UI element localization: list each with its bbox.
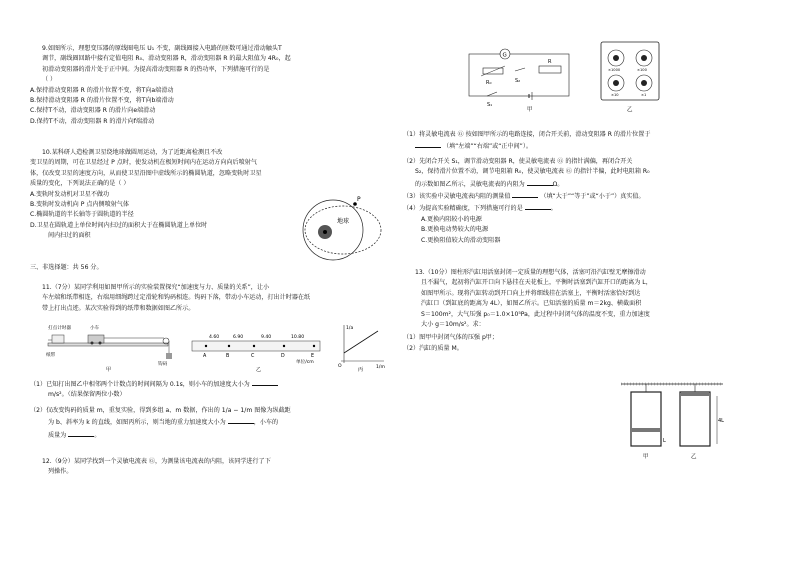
q12-blank-1[interactable] <box>415 140 441 148</box>
q10-option-a: A.变轨时发动机对卫星不做功 <box>30 190 110 198</box>
q12-option-c: C.更换阻值较大的滑动变阻器 <box>421 236 501 244</box>
section-3-heading: 三、非选择题：共 56 分。 <box>30 264 103 271</box>
fig-jia-label: 甲 <box>527 107 533 112</box>
q11-stem-line1: 11.（7分）某同学利用如图甲所示的实验装置探究“加速度与力、质量的关系”，让小 <box>42 284 270 291</box>
dial-label-1: ×1 <box>641 93 647 97</box>
q9-stem-line3: 初滑动变阻器的滑片处于正中间。为提高滑动变阻器 R 的热功率，下列措施可行的是 <box>42 65 270 73</box>
dial-label-10: ×10 <box>611 93 619 97</box>
tape-point-b: B <box>226 354 230 359</box>
q9-stem-line1: 9.如图所示，理想变压器的原线圈电压 U₁ 不变，副线圈接入电路的匝数可通过滑动触头T <box>42 45 282 52</box>
q12-stem-line2: 列操作。 <box>48 468 73 476</box>
q11-figures <box>46 323 386 373</box>
q13-stem-line2: 且不漏气，起初将汽缸开口向下悬挂在天花板上，平衡时活塞到汽缸开口的距离为 L， <box>421 279 652 287</box>
hook-weight-icon <box>166 353 172 359</box>
q9-option-d: D.保持T不动，滑动变阻器 R 的滑片向f端滑动 <box>30 117 155 125</box>
r0-label: R₀ <box>486 80 492 86</box>
q10-stem-line2: 变卫星的周期，可在卫星经过 P 点时，使发动机在极短时间内在运动方向向后喷射气 <box>30 159 257 167</box>
fig-yi-label: 乙 <box>627 107 633 113</box>
q11-part2-line1: （2）仅改变钩码的质量 m，重复实验，得到多组 a、m 数据，作出的 1/a − 1/m 图像为纵截距 <box>30 406 291 414</box>
dial-1000 <box>608 50 624 66</box>
tape-distance-2: 6.90 <box>233 335 244 340</box>
q10-option-c: C.椭圆轨道的半长轴等于圆轨道的半径 <box>30 211 134 219</box>
q11-part1-line1: （1）已知打出图乙中相邻两个计数点的时间间隔为 0.1s，则小车的加速度大小为 <box>30 378 402 390</box>
q13-stem-line6: 大小 g＝10m/s²。求： <box>421 321 485 329</box>
q11-blank-3[interactable] <box>68 429 94 437</box>
tape-distance-4: 10.80 <box>291 335 305 340</box>
l-label: L <box>663 438 666 444</box>
q9-option-b: B.保持滑动变阻器 R 的滑片位置不变，将T向b端滑动 <box>30 97 174 105</box>
s1-label: S₁ <box>487 102 493 108</box>
inverse-graph <box>338 325 385 373</box>
q10-stem-line4: 质量的变化，下列说法正确的是（ ） <box>30 180 130 188</box>
q13-stem-line5: S＝100m²，大气压强 p₀＝1.0×10⁵Pa，此过程中封闭气体的温度不变，重力加速度 <box>421 310 650 318</box>
q13-stem-line4: 汽缸口（到缸底的距离为 4L），如图乙所示。已知活塞的质量 m＝2kg、横截面积 <box>421 300 642 308</box>
q9-answer-paren: （ ） <box>42 76 57 84</box>
tape-label: 纸带 <box>46 353 56 358</box>
graph-line <box>344 331 378 353</box>
q9-stem-line2: 调节，副线圈回路中接有定值电阻 R₀、滑动变阻器 R，滑动变阻器 R 的最大阻值为 4R₀，起 <box>42 55 291 63</box>
fig-bing-label: 丙 <box>358 367 364 373</box>
dial-label-100: ×100 <box>637 68 647 72</box>
dial-10 <box>608 75 624 91</box>
q12-part3: （3）该实验中灵敏电流表内阻的测量值 （填“大于”“等于”或“小于”）真实值。 <box>403 190 773 202</box>
unit-label: 单位/cm <box>296 360 314 365</box>
q9-option-c: C.保持T不动，滑动变阻器 R 的滑片向e端滑动 <box>30 107 156 115</box>
q13-stem-line1: 13.（10分）图柱形汽缸用活塞封闭一定质量的理想气体，活塞可沿汽缸壁无摩擦滑动 <box>415 269 646 276</box>
cylinder-figures <box>617 378 727 460</box>
cart-apparatus <box>46 324 172 373</box>
4l-label: 4L <box>718 418 724 424</box>
paper-tape <box>192 334 320 373</box>
cart-icon <box>88 335 104 343</box>
graph-y-label: 1/a <box>346 326 354 331</box>
q11-part2-line3: 质量为 。 <box>30 429 402 441</box>
q13-part1: （1）图甲中封闭气体的压强 p甲； <box>403 334 498 342</box>
q12-part2-line3: 的示数如图乙所示，灵敏电流表的内阻为 Ω。 <box>403 178 773 190</box>
switch-s1-icon <box>487 92 497 96</box>
cylinder-jia <box>631 384 661 460</box>
timer-label: 打点计时器 <box>48 326 71 331</box>
q9-option-a: A.保持滑动变阻器 R 的滑片位置不变，将T向a端滑动 <box>30 86 174 94</box>
q11-part1-line2: m/s²。（结果保留两位小数） <box>48 391 126 399</box>
tape-distance-3: 9.40 <box>261 335 272 340</box>
earth-label: 地球 <box>337 218 350 225</box>
weight-label: 钩码 <box>158 362 168 367</box>
q12-part2-line1: （2）先闭合开关 S₁，调节滑动变阻器 R，使灵敏电流表 Ⓖ 的指针满偏，再闭合开关 <box>403 157 633 165</box>
circular-orbit <box>303 200 363 260</box>
r-label: R <box>548 59 552 65</box>
q10-option-d: D.卫星在圆轨道上单位时间内扫过的面积大于在椭圆轨道上单位时 <box>30 221 208 229</box>
q12-part1-line2: （填“左端”“右端”或“正中间”）。 <box>403 140 773 152</box>
tape-point-d: D <box>281 354 285 359</box>
q11-blank-2[interactable] <box>228 416 254 424</box>
q13-part2: （2）汽缸的质量 M。 <box>403 344 463 352</box>
resistance-box-figure <box>599 40 663 114</box>
cylinder-yi <box>680 384 724 460</box>
q11-stem-line3: 带上打出点迹。某次实验得到的纸带和数据如图乙所示。 <box>42 304 195 312</box>
timer-icon <box>52 335 64 343</box>
q10-stem-line3: 体，仅改变卫星的速度方向，从而使卫星沿图中虚线所示的椭圆轨道，忽略变轨时卫星 <box>30 169 262 177</box>
q12-part2-line2: S₂，保持滑片位置不动，调节电阻箱 R₀，使灵敏电流表 Ⓖ 的指针半偏，此时电阻箱 R₀ <box>415 168 650 176</box>
cyl-yi-label: 乙 <box>691 454 697 460</box>
elliptical-orbit <box>305 206 381 254</box>
q13-stem-line3: 如图甲所示。现将汽缸转动到开口向上并将细线挂在活塞上，平衡时活塞恰好到达 <box>421 289 641 297</box>
s2-label: S₂ <box>515 78 521 84</box>
fig-jia-label: 甲 <box>106 367 112 373</box>
fig-yi-label: 乙 <box>256 367 262 373</box>
cart-label: 小车 <box>90 326 100 331</box>
q12-blank-4[interactable] <box>525 202 551 210</box>
q12-part4: （4）为提高实验精确度，下列措施可行的是 。 <box>403 202 773 214</box>
q11-stem-line2: 车左端和纸带相连，右端用细绳跨过定滑轮和钩码相连。钩码下落，带动小车运动，打出计时器在纸 <box>42 294 311 302</box>
rheostat-icon <box>539 66 561 73</box>
switch-s2-icon <box>515 68 525 71</box>
q10-stem-line1: 10.某科研人造检测卫星绕地球做圆周运动，为了近距离检测且不改 <box>42 149 223 156</box>
dial-100 <box>636 50 652 66</box>
dial-label-1000: ×1000 <box>608 68 621 72</box>
tape-point-e: E <box>311 354 315 359</box>
dial-1 <box>636 75 652 91</box>
q12-blank-3[interactable] <box>512 190 538 198</box>
q12-option-b: B.更换电动势较大的电源 <box>421 226 489 234</box>
p-label: P <box>357 196 361 203</box>
tape-distance-1: 4.60 <box>209 335 220 340</box>
q11-part2-line2: 为 b、斜率为 k 的直线，如图丙所示，则当地的重力加速度大小为 ，小车的 <box>30 416 402 428</box>
q12-stem-line1: 12.（9分）某同学找到一个灵敏电流表 Ⓖ，为测量该电流表的内阻，该同学进行了下 <box>42 458 271 465</box>
q10-option-b: B.变轨时发动机向 P 点内侧喷射气体 <box>30 201 129 209</box>
q12-blank-2[interactable] <box>527 178 553 186</box>
orbit-figure <box>295 192 390 264</box>
tape-point-a: A <box>203 354 207 359</box>
q11-blank-1[interactable] <box>252 378 278 386</box>
piston-yi <box>681 392 709 396</box>
graph-x-label: 1/m <box>376 365 385 370</box>
q12-option-a: A.更换内阻较小的电源 <box>421 215 482 223</box>
g-label: G <box>502 52 507 59</box>
piston-jia <box>632 428 660 432</box>
tape-point-c: C <box>251 354 255 359</box>
circuit-figure <box>459 42 579 112</box>
q10-option-d-cont: 间内扫过的面积 <box>48 232 91 240</box>
origin-label: O <box>338 364 342 369</box>
q12-part1-line1: （1）将灵敏电流表 Ⓖ 按如图甲所示的电路连接，闭合开关前，滑动变阻器 R 的滑片位置于 <box>403 131 651 138</box>
cyl-jia-label: 甲 <box>643 454 649 460</box>
